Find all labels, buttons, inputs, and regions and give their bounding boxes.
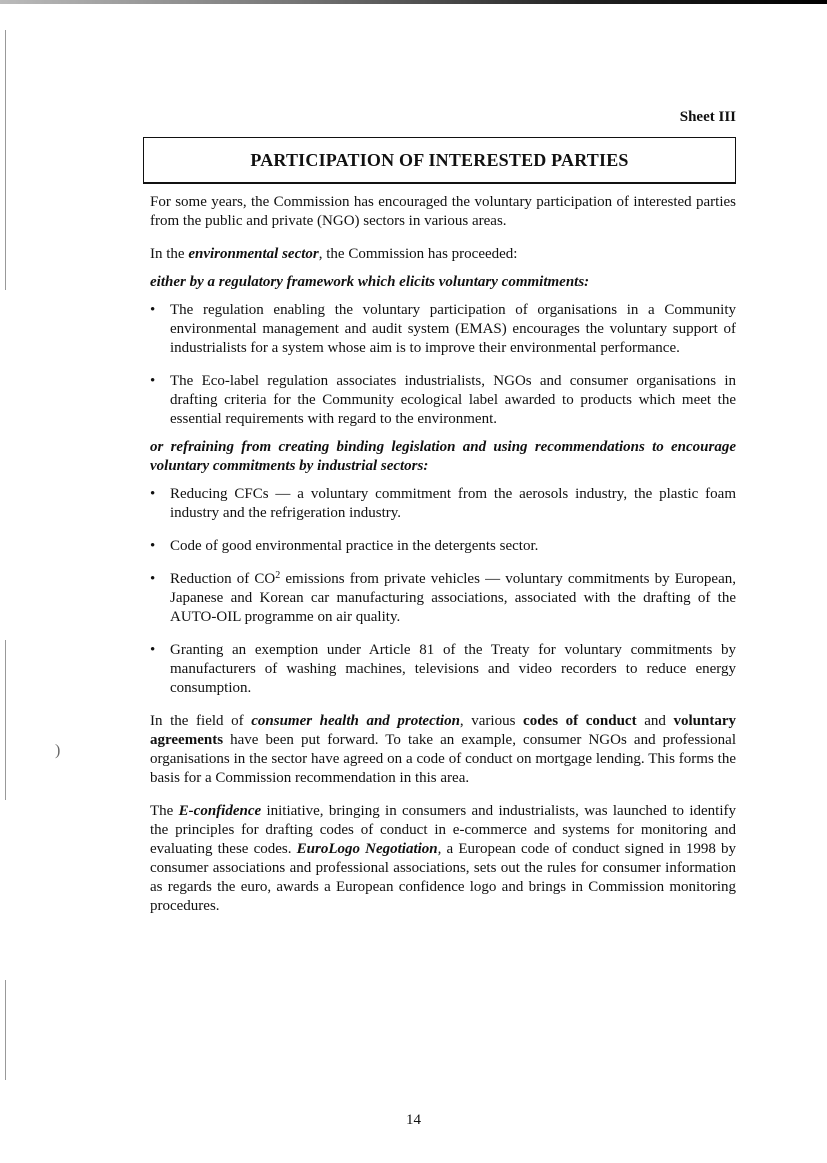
econfidence-paragraph <box>150 802 736 916</box>
title-box <box>143 137 736 184</box>
scan-left-edge-mark <box>5 30 6 290</box>
either-heading: either by a regulatory framework which elicits voluntary commitments: <box>150 274 590 290</box>
consumer-text: and <box>636 713 674 729</box>
either-list <box>150 301 736 429</box>
env-lead-text-end: , the Commission has proceeded: <box>318 246 518 262</box>
intro-paragraph: For some years, the Commission has encouraged the voluntary participation of interested parties from the public and private (NGO) sectors in various areas. <box>150 194 736 229</box>
env-lead-emphasis: environmental sector <box>188 246 319 262</box>
consumer-bold-codes: codes of conduct <box>523 713 637 729</box>
or-heading: or refraining from creating binding legislation and using recommendations to encourage voluntary commitments by industrial sectors: <box>150 439 736 474</box>
page-title: PARTICIPATION OF INTERESTED PARTIES <box>250 149 629 170</box>
document-body <box>150 193 736 916</box>
econf-text: initiative, bringing in consumers and industrialists, was launched to identify the principles for drafting codes of conduct in e-commerce and systems for monitoring and evaluating these codes. <box>150 803 736 857</box>
consumer-text: In the field of <box>150 713 252 729</box>
list-item-detergents: • Code of good environmental practice in the detergents sector. <box>150 537 736 556</box>
env-lead-paragraph <box>150 245 736 264</box>
env-lead-text: In the <box>150 246 189 262</box>
consumer-emphasis: consumer health and protection <box>251 713 460 729</box>
consumer-bold-agreements: voluntary agreements <box>150 713 736 748</box>
co2-text-end: emissions from private vehicles — voluntary commitments by European, Japanese and Korean car manufacturing associations, associated with the drafting of the AUTO-OIL programme on air quality. <box>170 571 736 625</box>
list-item-co2 <box>150 570 736 627</box>
consumer-text: have been put forward. To take an example, consumer NGOs and professional organisations in the sector have agreed on a code of conduct on mortgage lending. This forms the basis for a Commission recommendation in this area. <box>150 732 736 786</box>
scan-left-edge-mark <box>5 980 6 1080</box>
list-item-exemption: • Granting an exemption under Article 81 of the Treaty for voluntary commitments by manufacturers of washing machines, televisions and video recorders to reduce energy consumption. <box>150 641 736 698</box>
econf-text: , a European code of conduct signed in 1998 by consumer associations and professional associations, sets out the rules for consumer information as regards the euro, awards a European confidence logo and brings in Commission monitoring procedures. <box>150 841 736 914</box>
consumer-paragraph <box>150 712 736 788</box>
list-item-emas: • The regulation enabling the voluntary participation of organisations in a Community environmental management and audit system (EMAS) encourages the voluntary support of industrialists for a system whose aim is to improve their environmental performance. <box>150 301 736 358</box>
eurologo-emphasis: EuroLogo Negotiation <box>296 841 438 857</box>
econf-emphasis: E-confidence <box>178 803 262 819</box>
co2-superscript: 2 <box>275 570 281 581</box>
or-list <box>150 485 736 698</box>
consumer-text: , various <box>459 713 524 729</box>
scan-paren-mark: ) <box>55 742 61 759</box>
scan-top-edge <box>0 0 827 4</box>
econf-text: The <box>150 803 179 819</box>
sheet-label: Sheet III <box>679 109 736 125</box>
list-item-cfc: • Reducing CFCs — a voluntary commitment from the aerosols industry, the plastic foam industry and the refrigeration industry. <box>150 485 736 523</box>
page-number: 14 <box>406 1112 421 1128</box>
scan-left-edge-mark <box>5 640 6 800</box>
list-item-ecolabel: • The Eco-label regulation associates industrialists, NGOs and consumer organisations in drafting criteria for the Community ecological label awarded to products which meet the essential requirements with regard to the environment. <box>150 372 736 429</box>
co2-text: Reduction of CO <box>170 571 276 587</box>
